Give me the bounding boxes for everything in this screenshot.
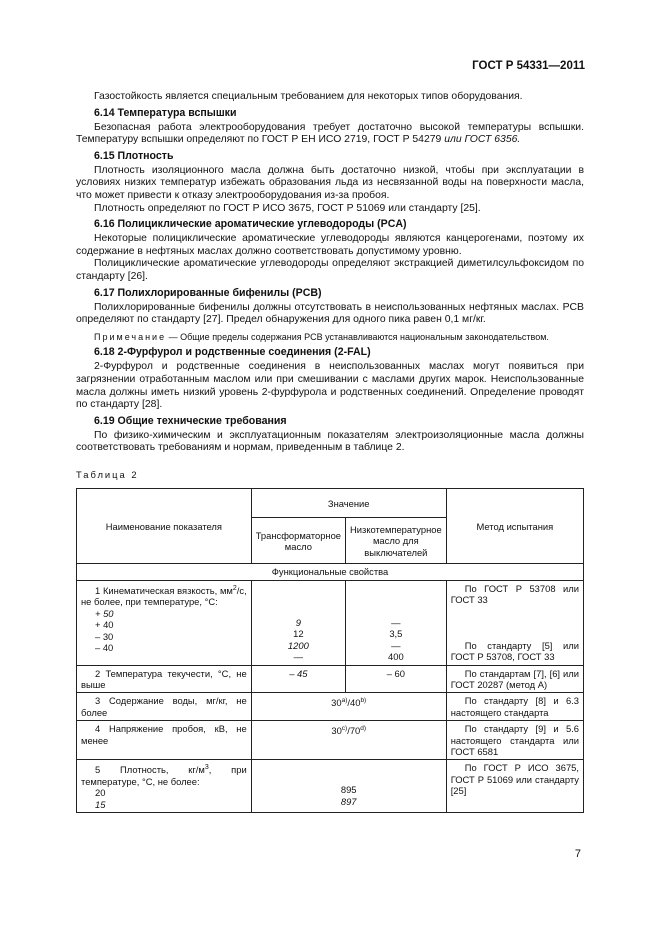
- row4-name: 4 Напряжение пробоя, кВ, не менее: [77, 721, 252, 760]
- section-6-16-title: 6.16 Полициклические ароматические углеводороды (PCA): [94, 218, 407, 231]
- header-value: Значение: [251, 489, 446, 518]
- section-6-17-text: Полихлорированные бифенилы должны отсутствовать в неиспользованных нефтяных маслах. PCB определяют по стандарту [27]. Предел обнаружения для одного пика равен 0,1 мг/кг.: [76, 301, 584, 326]
- row3-name: 3 Содержание воды, мг/кг, не более: [77, 693, 252, 721]
- section-6-15-text-2: Плотность определяют по ГОСТ Р ИСО 3675, ГОСТ Р 51069 или стандарту [25].: [94, 202, 481, 214]
- requirements-table: [76, 488, 584, 813]
- section-6-14-title: 6.14 Температура вспышки: [94, 106, 237, 119]
- section-6-15-title: 6.15 Плотность: [94, 149, 174, 162]
- row2-method: По стандартам [7], [6] или ГОСТ 20287 (метод А): [446, 665, 583, 693]
- row5-value: 895 897: [251, 760, 446, 813]
- section-6-19-text: По физико-химическим и эксплуатационным показателям электроизоляционные масла должны соответствовать требованиям и нормам, приведенным в таблице 2.: [76, 429, 584, 454]
- note: Примечание — Общие пределы содержания PCB устанавливаются национальным законодательством.: [94, 331, 549, 342]
- section-6-16-text-2: Полициклические ароматические углеводороды определяют экстракцией диметилсульфоксидом по стандарту [26].: [76, 258, 584, 282]
- page-number: 7: [574, 848, 581, 860]
- document-header-id: ГОСТ Р 54331—2011: [472, 60, 585, 72]
- document-body: [76, 91, 584, 813]
- table-row: [77, 721, 584, 760]
- section-6-15-text: Плотность изоляционного масла должна быть достаточно низкой, чтобы при эксплуатации в условиях низких температур избежать образования льда из несвязанной воды на поверхности масла, что может привести к отказу электрооборудования из-за пробоя.: [76, 164, 584, 201]
- section-6-16-text: Некоторые полициклические ароматические углеводороды являются канцерогенами, поэтому их содержание в нефтяных маслах должно соответствовать допустимому уровню.: [76, 233, 584, 257]
- paragraph-gas-resistance: Газостойкость является специальным требованием для некоторых типов оборудования.: [94, 91, 523, 102]
- row2-transformer: – 45: [251, 665, 345, 693]
- row2-low-temp: – 60: [346, 665, 447, 693]
- section-6-17-title: 6.17 Полихлорированные бифенилы (PCB): [94, 286, 322, 299]
- section-6-18-text: 2-Фурфурол и родственные соединения в неиспользованных маслах могут появиться при загрязнении отработанным маслом или при смешивании с маслами других марок. Неиспользованные масла должны иметь низкий уровень 2-фурфурола и родственных соединений. Определение проводят по стандарту [28].: [76, 361, 584, 411]
- table-row: [77, 665, 584, 693]
- table-row: [77, 580, 584, 665]
- table-header-row: [77, 489, 584, 518]
- row3-value: 30$^{a)}$/40$^{b)}$: [251, 693, 446, 721]
- row5-method: По ГОСТ Р ИСО 3675, ГОСТ Р 51069 или стандарту [25]: [446, 760, 583, 813]
- table-caption: Таблица 2: [76, 468, 139, 480]
- table-row: [77, 693, 584, 721]
- row5-name: 5 Плотность, $кг/м^3$, при температуре, °С, не более: 20 15: [77, 760, 252, 813]
- row1-low-temp: — 3,5 — 400: [346, 580, 447, 665]
- row1-name: 1 Кинематическая вязкость, $мм^2/с$, не более, при температуре, °С: + 50 + 40 – 30 – 40: [77, 580, 252, 665]
- section-6-19-title: 6.19 Общие технические требования: [94, 414, 287, 427]
- row1-transformer: 9 12 1200 —: [251, 580, 345, 665]
- header-method: Метод испытания: [446, 489, 583, 564]
- header-name: Наименование показателя: [77, 489, 252, 564]
- section-6-14-text: Безопасная работа электрооборудования требует достаточно высокой температуры вспышки. Температуру вспышки определяют по ГОСТ Р ЕН ИСО 2719, ГОСТ Р 54279 или ГОСТ 6356.: [76, 121, 584, 146]
- section-functional: Функциональные свойства: [77, 564, 584, 580]
- table-section-row: [77, 564, 584, 580]
- row3-method: По стандарту [8] и 6.3 настоящего стандарта: [446, 693, 583, 721]
- header-transformer-oil: Трансформаторное масло: [251, 518, 345, 564]
- row1-method: По ГОСТ Р 53708 или ГОСТ 33 По стандарту [5] или ГОСТ Р 53708, ГОСТ 33: [446, 580, 583, 665]
- row4-method: По стандарту [9] и 5.6 настоящего стандарта или ГОСТ 6581: [446, 721, 583, 760]
- row2-name: 2 Температура текучести, °С, не выше: [77, 665, 252, 693]
- row4-value: 30$^{c)}$/70$^{d)}$: [251, 721, 446, 760]
- table-row: [77, 760, 584, 813]
- header-low-temp-oil: Низкотемпературное масло для выключателей: [346, 518, 447, 564]
- section-6-18-title: 6.18 2-Фурфурол и родственные соединения (2-FAL): [94, 346, 371, 359]
